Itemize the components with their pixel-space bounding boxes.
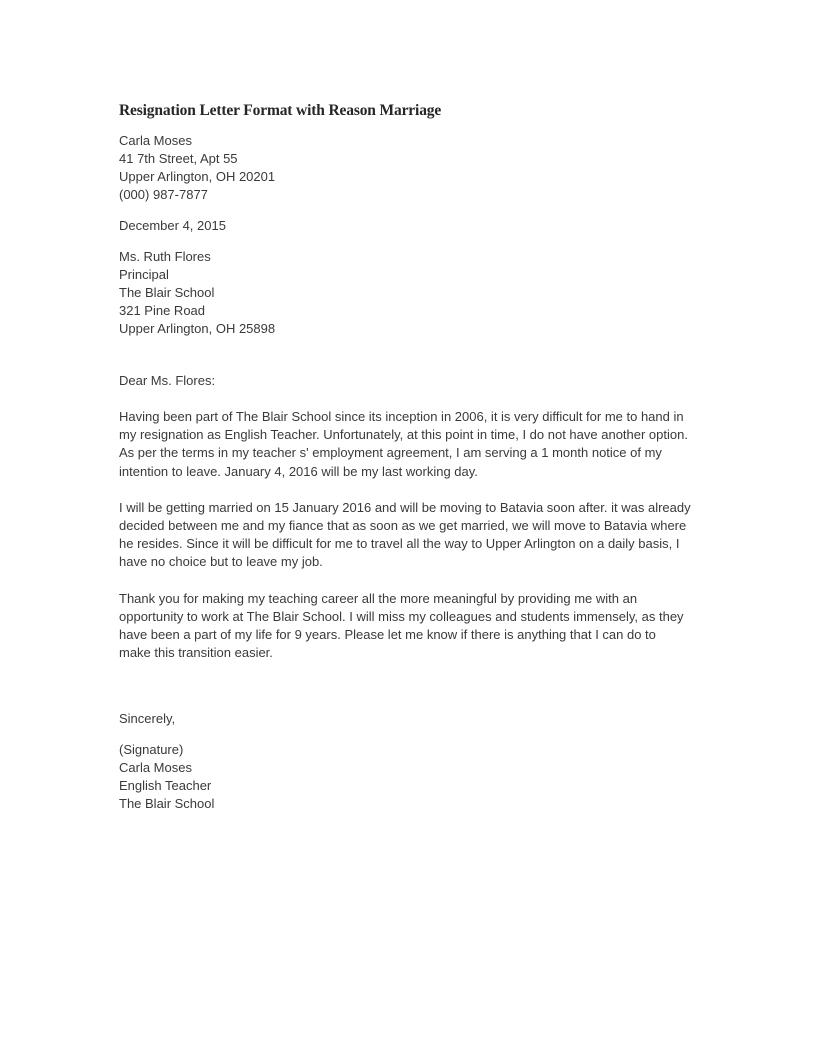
sender-address-line: 41 7th Street, Apt 55 bbox=[119, 151, 238, 166]
letter-date: December 4, 2015 bbox=[119, 218, 226, 233]
page-title: Resignation Letter Format with Reason Marriage bbox=[119, 102, 442, 119]
letter-body bbox=[119, 101, 691, 813]
body-paragraph: Having been part of The Blair School since its inception in 2006, it is very difficult for me to hand in my resignation as English Teacher. Unfortunately, at this point in time, I do not have another option. As per the terms in my teacher s' employment agreement, I am serving a 1 month notice of my intention to leave. January 4, 2016 will be my last working day. bbox=[119, 409, 688, 479]
body-paragraph: Thank you for making my teaching career all the more meaningful by providing me with an opportunity to work at The Blair School. I will miss my colleagues and students immensely, as they have been a part of my life for 9 years. Please let me know if there is anything that I can do to make this transition easier. bbox=[119, 590, 684, 661]
spacer bbox=[119, 680, 691, 710]
sender-address-line: Upper Arlington, OH 20201 bbox=[119, 169, 276, 184]
spacer bbox=[119, 204, 691, 217]
recipient-address-line: Upper Arlington, OH 25898 bbox=[119, 321, 276, 336]
salutation: Dear Ms. Flores: bbox=[119, 373, 216, 388]
sender-address-line: Carla Moses bbox=[119, 133, 192, 148]
recipient-address-line: 321 Pine Road bbox=[119, 303, 206, 318]
signature-title: English Teacher bbox=[119, 778, 212, 794]
recipient-address-line: The Blair School bbox=[119, 285, 215, 300]
recipient-address-block bbox=[119, 248, 691, 338]
sender-address-block bbox=[119, 132, 691, 204]
spacer bbox=[119, 728, 691, 741]
signature-organization: The Blair School bbox=[119, 796, 215, 812]
spacer bbox=[119, 338, 691, 372]
signature-name: Carla Moses bbox=[119, 760, 192, 776]
sender-address-line: (000) 987-7877 bbox=[119, 187, 208, 202]
signature-block bbox=[119, 741, 691, 813]
date-block bbox=[119, 217, 691, 235]
closing-line: Sincerely, bbox=[119, 711, 176, 727]
recipient-address-line: Ms. Ruth Flores bbox=[119, 249, 211, 264]
signature-placeholder: (Signature) bbox=[119, 742, 184, 758]
recipient-address-line: Principal bbox=[119, 267, 169, 282]
body-paragraph: I will be getting married on 15 January 2016 and will be moving to Batavia soon after. it was already decided between me and my fiance that as soon as we get married, we will move to Batavia where he resides. Since it will be difficult for me to travel all the way to Upper Arlington on a daily basis, I have no choice but to leave my job. bbox=[119, 499, 691, 570]
spacer bbox=[119, 235, 691, 248]
